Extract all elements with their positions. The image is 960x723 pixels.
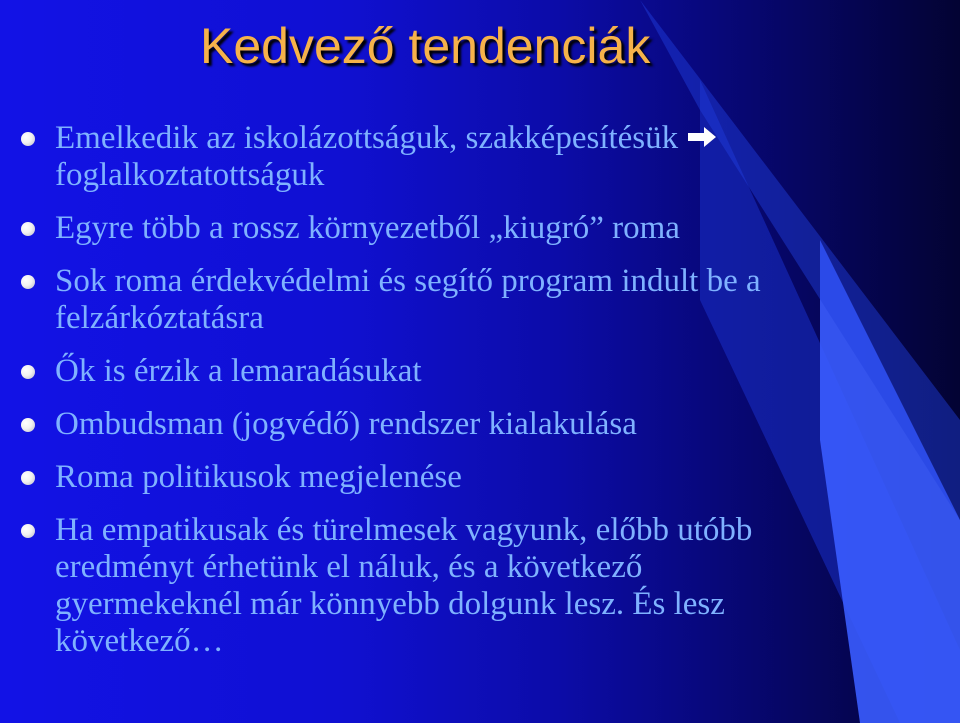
bullet-item xyxy=(0,459,905,496)
slide-title: Kedvező tendenciák xyxy=(200,18,651,74)
bullet-line: következő… xyxy=(55,623,224,659)
bullet-item xyxy=(0,120,905,194)
bullet-line: Ombudsman (jogvédő) rendszer kialakulása xyxy=(55,406,637,442)
bullet-line: Sok roma érdekvédelmi és segítő program indult be a xyxy=(55,263,761,299)
bullet-icon xyxy=(21,418,35,432)
right-arrow-icon xyxy=(686,125,718,149)
bullet-icon xyxy=(21,471,35,485)
bullet-line: Egyre több a rossz környezetből „kiugró” roma xyxy=(55,210,680,246)
bullet-line: Ha empatikusak és türelmesek vagyunk, előbb utóbb xyxy=(55,512,753,548)
bullet-list xyxy=(0,120,905,676)
bullet-line: felzárkóztatásra xyxy=(55,300,264,336)
bullet-item xyxy=(0,353,905,390)
bullet-icon xyxy=(21,132,35,146)
bullet-item xyxy=(0,263,905,337)
bullet-line: Emelkedik az iskolázottságuk, szakképesítésük xyxy=(55,120,679,156)
bullet-icon xyxy=(21,222,35,236)
bullet-line: foglalkoztatottságuk xyxy=(55,157,325,193)
bullet-line: gyermekeknél már könnyebb dolgunk lesz. És lesz xyxy=(55,586,725,622)
bullet-item xyxy=(0,210,905,247)
bullet-line: Roma politikusok megjelenése xyxy=(55,459,462,495)
bullet-item xyxy=(0,512,905,660)
bullet-item xyxy=(0,406,905,443)
bullet-icon xyxy=(21,365,35,379)
bullet-line: Ők is érzik a lemaradásukat xyxy=(55,353,422,389)
bullet-icon xyxy=(21,275,35,289)
bullet-icon xyxy=(21,524,35,538)
bullet-line: eredményt érhetünk el náluk, és a következő xyxy=(55,549,643,585)
